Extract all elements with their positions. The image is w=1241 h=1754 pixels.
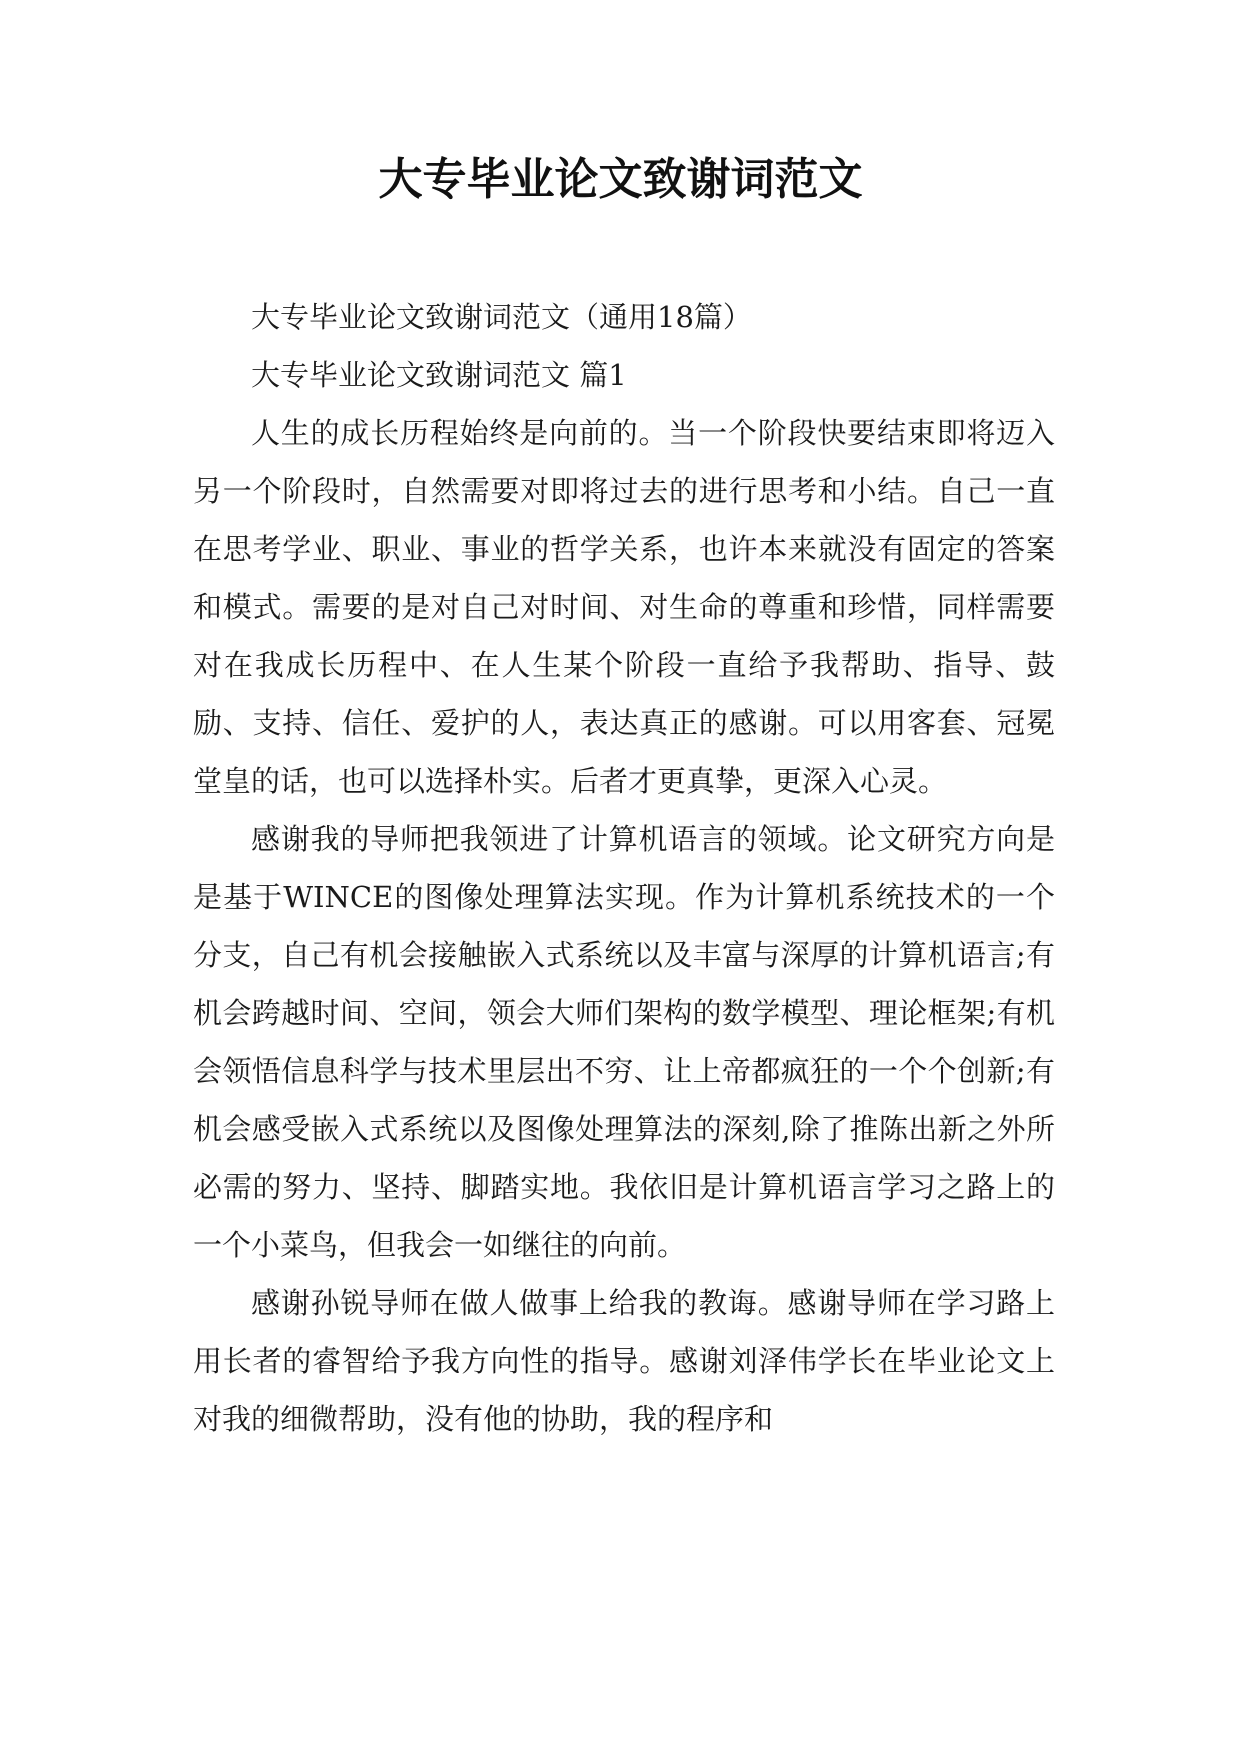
section-heading: 大专毕业论文致谢词范文 篇1 — [251, 358, 627, 392]
document-body — [193, 288, 1055, 1448]
document-title: 大专毕业论文致谢词范文 — [378, 154, 863, 205]
subtitle-line: 大专毕业论文致谢词范文（通用18篇） — [251, 300, 752, 334]
body-paragraph: 人生的成长历程始终是向前的。当一个阶段快要结束即将迈入另一个阶段时，自然需要对即将过去的进行思考和小结。自己一直在思考学业、职业、事业的哲学关系，也许本来就没有固定的答案和模式。需要的是对自己对时间、对生命的尊重和珍惜，同样需要对在我成长历程中、在人生某个阶段一直给予我帮助、指导、鼓励、支持、信任、爱护的人，表达真正的感谢。可以用客套、冠冕堂皇的话，也可以选择朴实。后者才更真挚，更深入心灵。 — [193, 416, 1055, 798]
body-paragraph: 感谢我的导师把我领进了计算机语言的领域。论文研究方向是是基于WINCE的图像处理算法实现。作为计算机系统技术的一个分支，自己有机会接触嵌入式系统以及丰富与深厚的计算机语言;有机会跨越时间、空间，领会大师们架构的数学模型、理论框架;有机会领悟信息科学与技术里层出不穷、让上帝都疯狂的一个个创新;有机会感受嵌入式系统以及图像处理算法的深刻,除了推陈出新之外所必需的努力、坚持、脚踏实地。我依旧是计算机语言学习之路上的一个小菜鸟，但我会一如继往的向前。 — [193, 822, 1055, 1262]
body-paragraph: 感谢孙锐导师在做人做事上给我的教诲。感谢导师在学习路上用长者的睿智给予我方向性的指导。感谢刘泽伟学长在毕业论文上对我的细微帮助，没有他的协助，我的程序和 — [193, 1286, 1055, 1436]
